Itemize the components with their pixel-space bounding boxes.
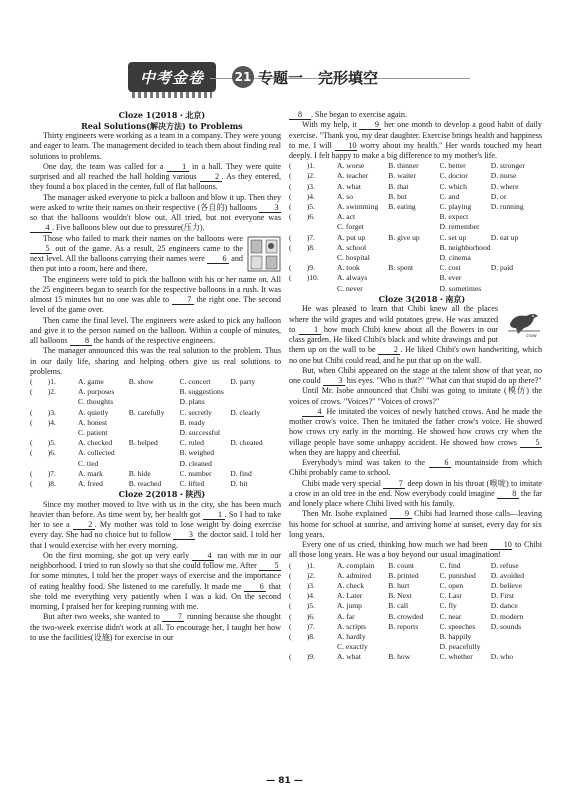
cloze1-heading: Cloze 1(2018・北京): [118, 110, 206, 120]
answer-choice[interactable]: D. party: [230, 377, 256, 386]
question-number: ( )6.: [30, 448, 56, 458]
blank-5[interactable]: 5: [520, 438, 542, 448]
cloze3-para: 4 He imitated the voices of newly hatched crows. And he made the mother crow's voice. Then he imitated the father crow's voice. He showed how crows cry early in the morning. He showed how crows cry when the village people have some unhappy accident. He showed how crows 5 when they are happy and cheerful.: [289, 406, 542, 457]
answer-choice[interactable]: A. so: [337, 191, 354, 201]
answer-choice[interactable]: D. paid: [490, 263, 514, 273]
question-number: [30, 459, 78, 469]
blank-10[interactable]: 10: [335, 141, 357, 151]
question-number: ( )5.: [30, 438, 56, 448]
question-number: ( )4.: [30, 417, 56, 427]
answer-choice[interactable]: C. thoughts: [78, 397, 114, 407]
question-number: ( )7.: [289, 232, 315, 242]
answer-choice[interactable]: C. patient: [78, 428, 108, 438]
question-number: ( )1.: [30, 377, 56, 386]
option-row: [289, 171, 542, 181]
answer-choice[interactable]: A. teacher: [337, 171, 369, 181]
answer-choice: [491, 243, 542, 253]
answer-choice: [491, 222, 542, 232]
cloze2-para: With my help, it 9 her one month to develop a good habit of daily exercise. "Thank you, my dear daughter. Exercise brings health and happiness to me. I will 10 worry about my health." Her words touched my heart deeply. I felt happy to make a big difference to my mother's life.: [289, 120, 543, 160]
blank-4[interactable]: 4: [192, 551, 214, 561]
option-row: [289, 612, 542, 622]
answer-choice[interactable]: B. happily: [439, 632, 472, 642]
blank-4[interactable]: 4: [30, 223, 52, 233]
option-row: [289, 284, 542, 294]
blank-8[interactable]: 8: [70, 336, 92, 346]
question-number: ( )5.: [289, 601, 315, 611]
logo-underline: [132, 92, 212, 98]
answer-choice[interactable]: B. hide: [128, 468, 151, 478]
answer-choice[interactable]: B. reached: [128, 479, 162, 489]
answer-choice[interactable]: B. reports: [388, 621, 419, 631]
cloze1-para: The manager asked everyone to pick a balloon and blow it up. Then they were asked to write their names on their respective (各自的) balloons 3 so that the balloons wouldn't blow out. All tried, but not everyone was 4 . Five balloons blew out due to pressure(压力).: [30, 192, 281, 233]
answer-choice[interactable]: A. check: [337, 581, 364, 591]
blank-8[interactable]: 8: [497, 489, 519, 499]
answer-choice: [388, 642, 439, 652]
question-number: ( )3.: [30, 407, 56, 417]
answer-choice: [129, 397, 180, 407]
answer-choice[interactable]: C. better: [439, 161, 466, 171]
answer-choice[interactable]: C. near: [439, 611, 462, 621]
answer-choice: [388, 222, 439, 232]
answer-choice[interactable]: A. collected: [78, 448, 115, 458]
answer-choice[interactable]: C. concert: [179, 377, 211, 386]
answer-choice[interactable]: D. stronger: [490, 161, 525, 171]
blank-1[interactable]: 1: [203, 510, 225, 520]
option-row: [289, 571, 542, 581]
answer-choice[interactable]: C. hospital: [337, 253, 370, 263]
answer-choice[interactable]: B. printed: [388, 570, 419, 580]
answer-choice[interactable]: A. checked: [78, 438, 113, 448]
answer-choice: [388, 212, 439, 222]
blank-3[interactable]: 3: [173, 530, 195, 540]
answer-choice[interactable]: B. eating: [388, 202, 416, 212]
question-number: [289, 222, 337, 232]
answer-choice[interactable]: A. mark: [78, 468, 103, 478]
answer-choice[interactable]: B. show: [128, 377, 154, 386]
answer-choice[interactable]: A. honest: [78, 417, 108, 427]
answer-choice[interactable]: A. quietly: [78, 407, 109, 417]
question-number: ( )6.: [289, 212, 315, 222]
answer-choice: [230, 459, 281, 469]
option-row: [289, 652, 542, 662]
answer-choice[interactable]: D. cinema: [439, 253, 471, 263]
question-number: ( )5.: [289, 202, 315, 212]
blank-9[interactable]: 9: [390, 509, 412, 519]
answer-choice[interactable]: A. put up: [337, 232, 366, 242]
cloze3-para: But, when Chibi appeared on the stage at the talent show of that year, no one could 3 his eyes. "Who is that?" "What can that stupid do up there?": [289, 365, 542, 386]
blank-10[interactable]: 10: [490, 540, 512, 550]
answer-choice[interactable]: B. neighborhood: [439, 242, 491, 252]
blank-6[interactable]: 6: [244, 582, 266, 592]
question-number: ( )8.: [289, 242, 315, 252]
cloze3-para: Chibi made very special 7 deep down in his throat (喉咙) to imitate a crow in an old tree in the end. Now everybody could imagine 8 the far and lonely place where Chibi lived with his family.: [289, 478, 542, 509]
answer-choice[interactable]: B. that: [388, 181, 409, 191]
option-row: [289, 622, 542, 632]
answer-choice[interactable]: B. count: [388, 560, 414, 570]
answer-choice[interactable]: D. eat up: [490, 232, 519, 242]
answer-choice[interactable]: C. exactly: [337, 642, 368, 652]
cloze1-title: Real Solutions(解决方法) to Problems: [81, 120, 243, 131]
answer-choice[interactable]: B. waiter: [388, 171, 417, 181]
option-row: [289, 581, 542, 591]
option-row: [289, 233, 542, 243]
answer-choice[interactable]: C. open: [439, 581, 464, 591]
question-number: [289, 284, 337, 294]
answer-choice[interactable]: C. cost: [439, 263, 461, 273]
left-column: [30, 110, 281, 643]
option-row: [289, 561, 542, 571]
answer-choice[interactable]: C. Last: [439, 591, 462, 601]
option-row: [289, 601, 542, 611]
question-number: [30, 428, 78, 438]
question-number: [289, 642, 337, 652]
crow-label: crow: [526, 334, 537, 339]
question-number: ( )4.: [289, 591, 315, 601]
cloze1-para: Those who failed to mark their names on the balloons were 5 out of the game. As a result, 25 engineers came to the next level. All the balloons carrying their names were 6 and then put into a room, here and there.: [30, 234, 281, 275]
answer-choice[interactable]: A. far: [337, 611, 355, 621]
answer-choice: [230, 387, 281, 397]
question-number: ( )9.: [289, 263, 315, 273]
cloze2-para: On the first morning, she got up very early 4 ran with me in our neighborhood. I tried to run slowly so that she could follow me. After 5 for some minutes, I told her the proper ways of exercise and the importance of eating healthy food. She listened to me carefully. It made me 6 that she told me everything very patiently when I was a kid. On the second morning, I praised her for keeping running with me.: [30, 550, 282, 612]
option-row: [289, 212, 542, 222]
blank-6[interactable]: 6: [207, 254, 229, 264]
blank-4[interactable]: 4: [302, 407, 324, 417]
option-row: [30, 459, 281, 469]
option-row: [30, 469, 281, 479]
blank-2[interactable]: 2: [378, 345, 400, 355]
option-row: [30, 479, 281, 489]
answer-choice[interactable]: D. cleaned: [179, 458, 212, 468]
answer-choice[interactable]: C. find: [439, 560, 461, 570]
blank-3[interactable]: 3: [259, 203, 281, 213]
blank-7[interactable]: 7: [383, 479, 405, 489]
cloze1-para: Thirty engineers were working as a team in a company. They were young and eager to learn. The management decided to teach them about finding real solutions to problems.: [30, 131, 281, 161]
option-row: [289, 161, 542, 171]
blank-1[interactable]: 1: [299, 325, 321, 335]
answer-choice[interactable]: A. took: [337, 263, 360, 273]
option-row: [289, 591, 542, 601]
blank-5[interactable]: 5: [30, 244, 52, 254]
page-number: — 81 —: [266, 776, 303, 786]
answer-choice[interactable]: C. fly: [439, 601, 457, 611]
answer-choice[interactable]: B. crowded: [388, 611, 424, 621]
answer-choice[interactable]: A. Later: [337, 591, 363, 601]
cloze3-para: Until Mr. Isobe announced that Chibi was going to imitate (模仿) the voices of crows. "Voices?" "Voices of crows?": [289, 386, 542, 406]
question-number: ( )2.: [289, 171, 315, 181]
option-row: [289, 222, 542, 232]
answer-choice[interactable]: C. punished: [439, 570, 476, 580]
answer-choice[interactable]: C. ruled: [179, 438, 204, 448]
question-number: ( )8.: [30, 479, 56, 489]
cloze3-para: Every one of us cried, thinking how much we had been 10 to Chibi all those long years. He was a boy beyond our usual imagination!: [289, 540, 542, 560]
answer-choice[interactable]: C. which: [439, 181, 467, 191]
answer-choice[interactable]: D. who: [490, 652, 514, 662]
answer-choice[interactable]: A. worse: [337, 161, 365, 171]
answer-choice[interactable]: D. plans: [179, 397, 205, 407]
answer-choice[interactable]: B. but: [388, 191, 407, 201]
option-row: [289, 642, 542, 652]
blank-2[interactable]: 2: [200, 172, 222, 182]
answer-choice[interactable]: B. give up: [388, 232, 420, 242]
cloze1-para: The engineers were told to pick the balloon with his or her name on. All the 25 engineers began to search for the respective balloons in a rush. It was almost 15 minutes but no one was able to 7 the right one. The second level of the game over.: [30, 274, 281, 315]
answer-choice[interactable]: D. modern: [490, 611, 524, 621]
answer-choice[interactable]: B. helped: [128, 438, 158, 448]
answer-choice[interactable]: A. purposes: [78, 387, 115, 397]
page-header: [0, 0, 569, 100]
right-column: [289, 110, 542, 663]
unit-number-badge: 21: [232, 66, 254, 88]
option-row: [289, 632, 542, 642]
cloze2-heading: Cloze 2(2018・陕西): [118, 489, 206, 500]
answer-choice: [230, 418, 281, 428]
answer-choice[interactable]: D. or: [490, 191, 507, 201]
option-row: [30, 408, 281, 418]
answer-choice[interactable]: B. spent: [388, 263, 414, 273]
answer-choice[interactable]: A. jump: [337, 601, 362, 611]
answer-choice[interactable]: A. game: [78, 377, 104, 386]
option-row: [289, 192, 542, 202]
option-row: [289, 253, 542, 263]
blank-7[interactable]: 7: [172, 295, 194, 305]
option-row: [30, 428, 281, 438]
cloze3-para: Everybody's mind was taken to the 6 mountainside from which Chibi probably came to school.: [289, 458, 542, 478]
option-row: [30, 448, 281, 458]
cloze1-para: The manager announced this was the real solution to the problem. Thus in our daily life, sharing and helping others give us real solutions to problems.: [30, 346, 281, 376]
cloze3-para: crow He was pleased to learn that Chibi knew all the places where the wild grapes and wild potatoes grew. He was amazed to 1 how much Chibi knew about all the flowers in our class garden. He liked Chibi's black and white drawings and put them up on the wall to be 2 . He liked Chibi's own handwriting, which no one but Chibi could read, and he put that up on the wall.: [289, 304, 542, 365]
option-row: [289, 263, 542, 273]
option-row: [30, 438, 281, 448]
balloon-illustration: [247, 236, 281, 272]
answer-choice[interactable]: A. what: [337, 181, 362, 191]
answer-choice[interactable]: A. always: [337, 273, 368, 283]
brand-logo: [128, 62, 216, 92]
answer-choice[interactable]: A. hardly: [337, 632, 366, 642]
answer-choice[interactable]: B. Next: [388, 591, 412, 601]
answer-choice: [129, 418, 180, 428]
answer-choice[interactable]: B. expect: [439, 212, 469, 222]
cloze3-heading: Cloze 3(2018・南京): [378, 293, 466, 304]
answer-choice: [491, 632, 542, 642]
cloze3-para: Then Mr. Isobe explained 9 Chibi had learned those calls—leaving his home for school at sunrise, and arriving home at sunset, every day for six long years.: [289, 509, 542, 539]
unit-title: 专题一 完形填空: [258, 69, 379, 87]
answer-choice[interactable]: B. suggestions: [179, 387, 224, 397]
answer-choice[interactable]: C. set up: [439, 232, 467, 242]
answer-choice[interactable]: B. ready: [179, 417, 206, 427]
answer-choice[interactable]: D. remember: [439, 222, 480, 232]
answer-choice[interactable]: D. successful: [179, 428, 220, 438]
cloze3-options: [289, 561, 542, 663]
answer-choice: [388, 253, 439, 263]
answer-choice[interactable]: A. complain: [337, 560, 375, 570]
answer-choice[interactable]: A. freed: [78, 479, 103, 489]
answer-choice[interactable]: C. lifted: [179, 479, 205, 489]
answer-choice[interactable]: A. admired: [337, 570, 372, 580]
blank-2[interactable]: 2: [73, 520, 95, 530]
crow-illustration: [504, 304, 542, 338]
answer-choice[interactable]: A. scripts: [337, 621, 367, 631]
answer-choice[interactable]: D. cheated: [230, 438, 263, 448]
answer-choice[interactable]: A. act: [337, 212, 356, 222]
answer-choice: [129, 448, 180, 458]
answer-choice[interactable]: C. whether: [439, 652, 473, 662]
option-row: [30, 418, 281, 428]
question-number: ( )7.: [30, 468, 56, 478]
option-row: [289, 182, 542, 192]
answer-choice[interactable]: A. school: [337, 242, 367, 252]
brand-logo-text: 中考金卷: [139, 68, 204, 87]
question-number: ( )2.: [30, 387, 56, 397]
answer-choice[interactable]: C. number: [179, 468, 212, 478]
answer-choice: [388, 632, 439, 642]
answer-choice[interactable]: D. sounds: [490, 621, 522, 631]
answer-choice: [129, 428, 180, 438]
answer-choice[interactable]: B. hurt: [388, 581, 410, 591]
cloze2-para: Since my mother moved to live with us in the city, she has been much heavier than before. As time went by, her health got 1 . So I had to take her to see a 2 . My mother was told to lose weight by doing exercise every day. She had no choice but to follow 3 the doctor said. I told her that I would exercise with her every morning.: [30, 499, 281, 550]
answer-choice: [388, 243, 439, 253]
answer-choice: [230, 397, 281, 407]
question-number: ( )8.: [289, 632, 315, 642]
answer-choice[interactable]: B. how: [388, 652, 411, 662]
answer-choice[interactable]: B. ever: [439, 273, 462, 283]
answer-choice: [388, 284, 439, 294]
answer-choice[interactable]: D. running: [490, 202, 524, 212]
answer-choice: [491, 642, 542, 652]
answer-choice[interactable]: D. sometimes: [439, 283, 482, 293]
cloze2-options: [289, 161, 542, 294]
answer-choice: [491, 284, 542, 294]
answer-choice: [230, 428, 281, 438]
answer-choice[interactable]: D. find: [230, 468, 252, 478]
question-number: ( )9.: [289, 652, 315, 662]
answer-choice[interactable]: B. call: [388, 601, 409, 611]
blank-8[interactable]: 8: [289, 110, 311, 120]
answer-choice: [491, 253, 542, 263]
answer-choice: [129, 459, 180, 469]
answer-choice[interactable]: C. forget: [337, 222, 364, 232]
answer-choice[interactable]: C. speeches: [439, 621, 476, 631]
blank-6[interactable]: 6: [429, 458, 451, 468]
answer-choice[interactable]: B. weighed: [179, 448, 215, 458]
blank-1[interactable]: 1: [167, 162, 189, 172]
answer-choice[interactable]: D. refuse: [490, 560, 519, 570]
question-number: ( )10.: [289, 273, 319, 283]
answer-choice[interactable]: D. hit: [230, 479, 248, 489]
answer-choice[interactable]: D. nurse: [490, 171, 517, 181]
question-number: ( )4.: [289, 191, 315, 201]
cloze2-para: 8 . She began to exercise again.: [289, 110, 542, 120]
answer-choice[interactable]: D. where: [490, 181, 519, 191]
answer-choice: [491, 273, 542, 283]
question-number: [30, 397, 78, 407]
answer-choice[interactable]: D. avoided: [490, 570, 525, 580]
answer-choice[interactable]: C. secretly: [179, 407, 212, 417]
answer-choice[interactable]: C. playing: [439, 202, 472, 212]
answer-choice: [230, 448, 281, 458]
question-number: ( )1.: [289, 560, 315, 570]
answer-choice[interactable]: D. clearly: [230, 407, 261, 417]
option-row: [30, 397, 281, 407]
answer-choice[interactable]: D. First: [490, 591, 514, 601]
answer-choice[interactable]: B. thinner: [388, 161, 419, 171]
question-number: [289, 253, 337, 263]
answer-choice[interactable]: A. what: [337, 652, 362, 662]
question-number: ( )7.: [289, 621, 315, 631]
blank-7[interactable]: 7: [162, 612, 184, 622]
option-row: [289, 273, 542, 283]
cloze1-para: Then came the final level. The engineers were asked to pick any balloon and give it to the person named on the balloon. Within a couple of minutes, all balloons 8 the hands of the respective engineers.: [30, 315, 281, 345]
answer-choice[interactable]: C. never: [337, 283, 363, 293]
option-row: [289, 243, 542, 253]
answer-choice[interactable]: C. tied: [78, 458, 99, 468]
answer-choice[interactable]: D. dance: [490, 601, 518, 611]
option-row: [30, 387, 281, 397]
answer-choice[interactable]: D. peacefully: [439, 642, 481, 652]
question-number: ( )3.: [289, 581, 315, 591]
answer-choice[interactable]: D. believe: [490, 581, 522, 591]
answer-choice: [388, 273, 439, 283]
question-number: ( )3.: [289, 181, 315, 191]
answer-choice[interactable]: C. doctor: [439, 171, 468, 181]
question-number: ( )1.: [289, 161, 315, 171]
question-number: ( )6.: [289, 611, 315, 621]
answer-choice[interactable]: C. and: [439, 191, 460, 201]
answer-choice: [491, 212, 542, 222]
question-number: ( )2.: [289, 570, 315, 580]
blank-5[interactable]: 5: [259, 561, 281, 571]
answer-choice[interactable]: A. swimming: [337, 202, 379, 212]
option-row: [289, 202, 542, 212]
cloze1-options: [30, 377, 281, 489]
option-row: [30, 377, 281, 387]
answer-choice[interactable]: B. carefully: [128, 407, 165, 417]
blank-9[interactable]: 9: [359, 120, 381, 130]
cloze1-para: One day, the team was called for a 1 in a hall. They were quite surprised and all reached the hall holding various 2 . As they entered, they found a box placed in the center, full of flat balloons.: [30, 161, 281, 192]
cloze2-para: But after two weeks, she wanted to 7 running because she thought the two-week exercise didn't work at all. To encourage her, I taught her how to use the facilities(设施) for exercise in our: [30, 612, 281, 642]
blank-3[interactable]: 3: [323, 376, 345, 386]
answer-choice: [129, 387, 180, 397]
